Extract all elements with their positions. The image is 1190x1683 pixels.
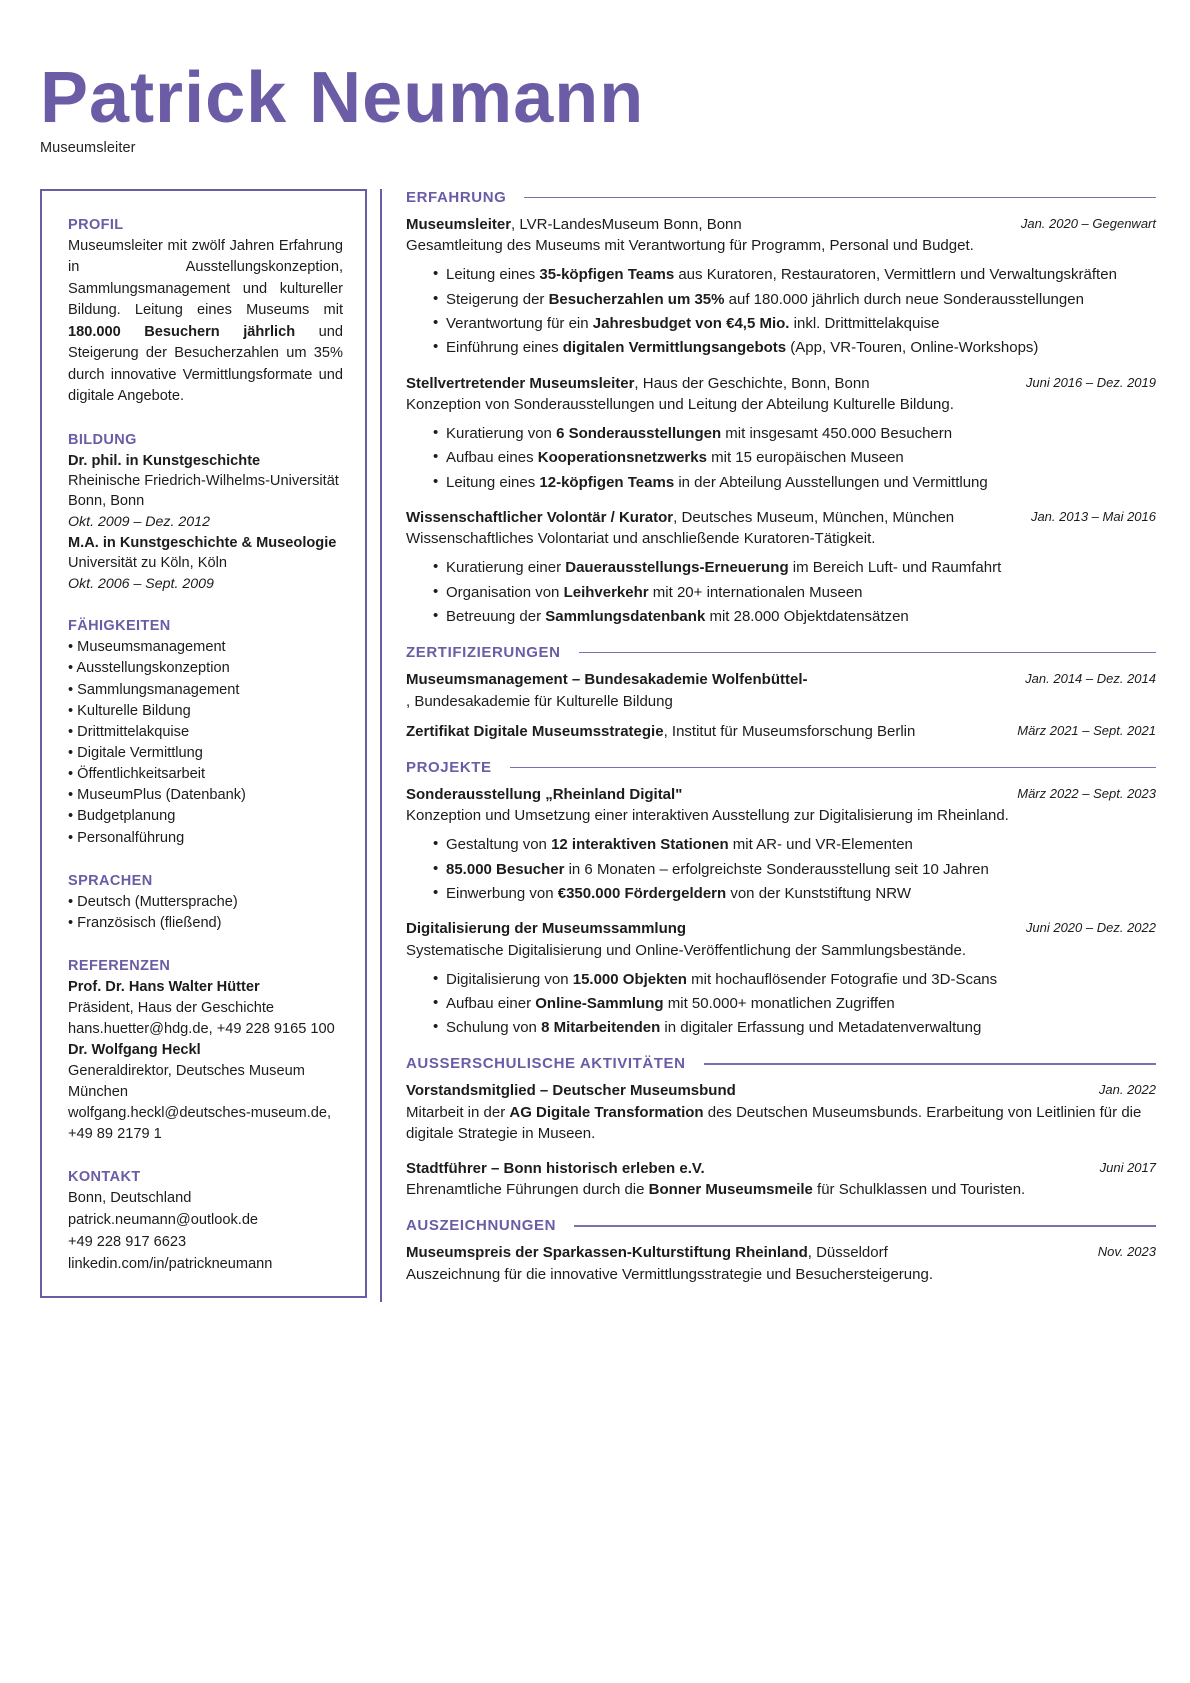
list-item: • Schulung von 8 Mitarbeitenden in digitaler Erfassung und Metadatenverwaltung — [433, 1017, 1156, 1038]
reference-name: Dr. Wolfgang Heckl — [68, 1042, 201, 1059]
list-item: • Leitung eines 35-köpfigen Teams aus Kuratoren, Restauratoren, Vermittlern und Verwaltungskräften — [433, 264, 1156, 285]
list-item: • Sammlungsmanagement — [68, 680, 343, 701]
entry-description: Wissenschaftliches Volontariat und anschließende Kuratoren-Tätigkeit. — [406, 530, 876, 548]
list-item: • Leitung eines 12-köpfigen Teams in der Abteilung Ausstellungen und Vermittlung — [433, 472, 1156, 493]
activity-entry — [406, 1081, 1156, 1143]
section-header — [406, 644, 1156, 661]
education-heading: BILDUNG — [68, 431, 137, 448]
entry-header — [406, 215, 1156, 235]
reference-item — [68, 1040, 343, 1145]
entry-bullets — [406, 264, 1156, 358]
reference-role: Generaldirektor, Deutsches Museum München — [68, 1062, 305, 1100]
section-header — [406, 759, 1156, 776]
section-experience — [406, 189, 1156, 627]
entry-date: Juni 2016 – Dez. 2019 — [1025, 374, 1156, 390]
reference-item — [68, 977, 343, 1040]
list-item: • MuseumPlus (Datenbank) — [68, 785, 343, 806]
entry-date: Jan. 2020 – Gegenwart — [1020, 216, 1156, 231]
section-divider — [574, 1225, 1156, 1227]
section-awards — [406, 1217, 1156, 1284]
languages-heading: SPRACHEN — [68, 872, 153, 889]
education-institution: Rheinische Friedrich-Wilhelms-Universität Bonn, Bonn — [68, 472, 339, 510]
candidate-name — [40, 58, 1190, 138]
education-degree: Dr. phil. in Kunstgeschichte — [68, 452, 261, 469]
experience-entry — [406, 508, 1156, 627]
entry-description: Konzeption von Sonderausstellungen und Leitung der Abteilung Kulturelle Bildung. — [406, 395, 954, 413]
entry-meta: , LVR-LandesMuseum Bonn, Bonn — [511, 216, 742, 233]
section-divider — [510, 767, 1156, 769]
education-degree: M.A. in Kunstgeschichte & Museologie — [68, 535, 337, 552]
entry-date: März 2021 – Sept. 2021 — [1017, 722, 1156, 738]
sidebar-section-education — [68, 432, 343, 595]
section-header — [406, 1217, 1156, 1234]
reference-name: Prof. Dr. Hans Walter Hütter — [68, 979, 260, 996]
activity-entry — [406, 1159, 1156, 1200]
entry-role: Stellvertretender Museumsleiter — [406, 374, 635, 392]
project-entry — [406, 919, 1156, 1038]
section-title: AUSZEICHNUNGEN — [406, 1217, 557, 1235]
entry-bullets — [406, 423, 1156, 493]
entry-date: Jan. 2013 – Mai 2016 — [1030, 508, 1156, 524]
entry-bullets — [406, 557, 1156, 627]
list-item: • Französisch (fließend) — [68, 913, 343, 934]
list-item: • Öffentlichkeitsarbeit — [68, 764, 343, 785]
entry-role: Museumsmanagement – Bundesakademie Wolfenbüttel- — [406, 671, 808, 689]
section-extracurricular — [406, 1055, 1156, 1200]
list-item: • Organisation von Leihverkehr mit 20+ internationalen Museen — [433, 582, 1156, 603]
entry-role: Zertifikat Digitale Museumsstrategie — [406, 722, 664, 740]
section-title: PROJEKTE — [406, 758, 492, 776]
profile-heading: PROFIL — [68, 217, 124, 233]
entry-header — [406, 508, 1156, 528]
list-item: • Einwerbung von €350.000 Fördergeldern von der Kunststiftung NRW — [433, 883, 1156, 904]
entry-header — [406, 1243, 1156, 1263]
entry-role: Vorstandsmitglied – Deutscher Museumsbund — [406, 1082, 736, 1100]
candidate-job-title: Museumsleiter — [40, 140, 136, 156]
entry-meta: , Institut für Museumsforschung Berlin — [663, 722, 916, 740]
skills-heading: FÄHIGKEITEN — [68, 618, 171, 635]
entry-header — [406, 670, 1156, 690]
section-divider — [524, 197, 1156, 199]
entry-role: Stadtführer – Bonn historisch erleben e.V. — [406, 1159, 705, 1177]
list-item: • Verantwortung für ein Jahresbudget von €4,5 Mio. inkl. Drittmittelakquise — [433, 313, 1156, 334]
entry-title — [406, 1243, 1156, 1263]
contact-location: Bonn, Deutschland — [68, 1190, 192, 1207]
entry-meta: , Düsseldorf — [807, 1244, 888, 1262]
education-item — [68, 533, 343, 594]
list-item: • Deutsch (Muttersprache) — [68, 892, 343, 913]
resume-header — [0, 0, 1190, 156]
section-header — [406, 189, 1156, 206]
entry-bullets — [406, 834, 1156, 904]
entry-meta: , Deutsches Museum, München, München — [673, 508, 955, 526]
section-title: AUSSERSCHULISCHE AKTIVITÄTEN — [406, 1055, 686, 1073]
education-date: Okt. 2006 – Sept. 2009 — [68, 576, 214, 593]
section-header — [406, 1055, 1156, 1072]
section-title: ZERTIFIZIERUNGEN — [406, 644, 561, 662]
education-institution: Universität zu Köln, Köln — [68, 555, 227, 572]
list-item: • Betreuung der Sammlungsdatenbank mit 28.000 Objektdatensätzen — [433, 606, 1156, 627]
entry-description: Ehrenamtliche Führungen durch die Bonner Museumsmeile für Schulklassen und Touristen. — [406, 1181, 1026, 1199]
list-item: • Kuratierung von 6 Sonderausstellungen mit insgesamt 450.000 Besuchern — [433, 423, 1156, 444]
contact-email[interactable]: patrick.neumann@outlook.de — [68, 1212, 259, 1229]
project-entry — [406, 785, 1156, 904]
list-item: • Budgetplanung — [68, 806, 343, 827]
sidebar-section-skills — [68, 618, 343, 849]
entry-header — [406, 785, 1156, 805]
entry-description: Konzeption und Umsetzung einer interaktiven Ausstellung zur Digitalisierung im Rheinland. — [406, 807, 1009, 825]
list-item: • Einführung eines digitalen Vermittlungsangebots (App, VR-Touren, Online-Workshops) — [433, 337, 1156, 358]
entry-role: Museumsleiter — [406, 216, 512, 233]
entry-title — [406, 1081, 1156, 1101]
entry-meta: , Haus der Geschichte, Bonn, Bonn — [634, 374, 870, 392]
profile-text-post: und Steigerung der Besucherzahlen um 35% durch innovative Vermittlungsformate und digitale Angebote. — [68, 323, 343, 405]
list-item: • Drittmittelakquise — [68, 722, 343, 743]
section-divider — [579, 652, 1156, 654]
entry-role: Wissenschaftlicher Volontär / Kurator — [406, 508, 674, 526]
experience-entry — [406, 215, 1156, 359]
entry-description: Mitarbeit in der AG Digitale Transformation des Deutschen Museumsbunds. Erarbeitung von Leitlinien für die digitale Strategie in Museen. — [406, 1103, 1142, 1142]
sidebar — [40, 189, 367, 1298]
entry-date: Nov. 2023 — [1097, 1244, 1156, 1260]
section-certifications — [406, 644, 1156, 742]
reference-contact: wolfgang.heckl@deutsches-museum.de, +49 89 2179 1 — [68, 1105, 332, 1143]
list-item: • Digitalisierung von 15.000 Objekten mit hochauflösender Fotografie und 3D-Scans — [433, 969, 1156, 990]
entry-description: Gesamtleitung des Museums mit Verantwortung für Programm, Personal und Budget. — [406, 237, 974, 255]
list-item: • 85.000 Besucher in 6 Monaten – erfolgreichste Sonderausstellung seit 10 Jahren — [433, 859, 1156, 880]
contact-heading: KONTAKT — [68, 1169, 141, 1186]
certification-entry — [406, 670, 1156, 711]
list-item: • Kuratierung einer Dauerausstellungs-Erneuerung im Bereich Luft- und Raumfahrt — [433, 557, 1156, 578]
list-item: • Aufbau einer Online-Sammlung mit 50.000+ monatlichen Zugriffen — [433, 993, 1156, 1014]
sidebar-section-references — [68, 958, 343, 1145]
skills-list — [68, 637, 343, 849]
entry-role: Sonderausstellung „Rheinland Digital" — [406, 785, 683, 803]
entry-meta: , Bundesakademie für Kulturelle Bildung — [406, 692, 673, 710]
list-item: • Steigerung der Besucherzahlen um 35% auf 180.000 jährlich durch neue Sonderausstellungen — [433, 289, 1156, 310]
entry-header — [406, 1081, 1156, 1101]
first-name: Patrick — [40, 58, 288, 138]
experience-entry — [406, 374, 1156, 493]
sidebar-section-languages — [68, 873, 343, 934]
section-title: ERFAHRUNG — [406, 189, 507, 206]
profile-text — [68, 236, 343, 408]
entry-description: Systematische Digitalisierung und Online-Veröffentlichung der Sammlungsbestände. — [406, 941, 967, 959]
entry-header — [406, 722, 1156, 742]
section-divider — [704, 1063, 1156, 1065]
sidebar-section-contact — [68, 1169, 343, 1276]
list-item: • Digitale Vermittlung — [68, 743, 343, 764]
certification-entry — [406, 722, 1156, 742]
section-projects — [406, 759, 1156, 1039]
entry-header — [406, 1159, 1156, 1179]
contact-phone[interactable]: +49 228 917 6623 — [68, 1234, 187, 1251]
entry-date: Juni 2017 — [1099, 1159, 1156, 1175]
sidebar-section-profile — [68, 217, 343, 408]
entry-role: Museumspreis der Sparkassen-Kulturstiftung Rheinland — [406, 1244, 808, 1262]
entry-date: März 2022 – Sept. 2023 — [1017, 785, 1156, 801]
reference-contact: hans.huetter@hdg.de, +49 228 9165 100 — [68, 1020, 335, 1037]
entry-bullets — [406, 969, 1156, 1039]
profile-text-pre: Museumsleiter mit zwölf Jahren Erfahrung in Ausstellungskonzeption, Sammlungsmanagement und kultureller Bildung. Leitung eines Museums mit — [68, 238, 343, 319]
entry-header — [406, 919, 1156, 939]
list-item: • Aufbau eines Kooperationsnetzwerks mit 15 europäischen Museen — [433, 447, 1156, 468]
contact-linkedin[interactable]: linkedin.com/in/patrickneumann — [68, 1256, 273, 1273]
entry-title — [406, 1159, 1156, 1179]
entry-description: Auszeichnung für die innovative Vermittlungsstrategie und Besuchersteigerung. — [406, 1265, 933, 1283]
entry-date: Juni 2020 – Dez. 2022 — [1025, 920, 1156, 936]
list-item: • Kulturelle Bildung — [68, 701, 343, 722]
entry-role: Digitalisierung der Museumssammlung — [406, 920, 687, 938]
education-date: Okt. 2009 – Dez. 2012 — [68, 514, 210, 531]
languages-list — [68, 892, 343, 934]
list-item: • Gestaltung von 12 interaktiven Stationen mit AR- und VR-Elementen — [433, 834, 1156, 855]
last-name: Neumann — [309, 58, 645, 138]
main-content — [380, 189, 1156, 1302]
list-item: • Museumsmanagement — [68, 637, 343, 658]
reference-role: Präsident, Haus der Geschichte — [68, 999, 275, 1016]
profile-text-highlight: 180.000 Besuchern jährlich — [68, 323, 296, 340]
entry-header — [406, 374, 1156, 394]
entry-date: Jan. 2014 – Dez. 2014 — [1025, 671, 1156, 687]
education-item — [68, 451, 343, 533]
entry-date: Jan. 2022 — [1098, 1082, 1156, 1098]
award-entry — [406, 1243, 1156, 1284]
list-item: • Personalführung — [68, 828, 343, 849]
list-item: • Ausstellungskonzeption — [68, 658, 343, 679]
resume-columns — [0, 189, 1190, 1302]
references-heading: REFERENZEN — [68, 958, 171, 975]
